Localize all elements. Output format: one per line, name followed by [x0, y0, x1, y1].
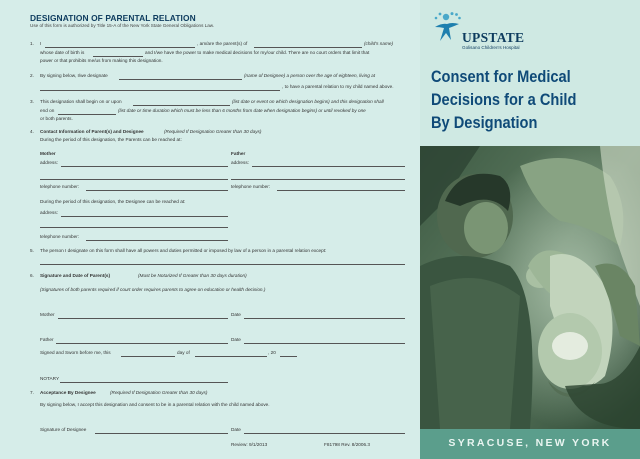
- cover-title-line-1: Consent for Medical: [431, 67, 571, 86]
- section-2-text-b: (name of Designee) a person over the age of eighteen, living at: [244, 73, 376, 78]
- father-telephone-label: telephone number:: [231, 184, 271, 189]
- section-5-number: 5.: [30, 248, 34, 253]
- parent-name-line[interactable]: [45, 47, 195, 48]
- designee-name-line[interactable]: [119, 79, 242, 80]
- mother-signature-line[interactable]: [58, 318, 228, 319]
- upstate-logo: [432, 10, 632, 55]
- section-6-note: (Must be Notarized If Greater than 30 days duration): [138, 273, 247, 278]
- section-1-number: 1.: [30, 41, 34, 46]
- designee-address-label: address:: [40, 210, 58, 215]
- end-date-line[interactable]: [58, 114, 116, 115]
- section-4-number: 4.: [30, 129, 34, 134]
- section-4-intro: During the period of this designation, the Parents can be reached at:: [40, 137, 182, 142]
- designee-address-line-1[interactable]: [61, 216, 228, 217]
- mother-address-line-1[interactable]: [61, 166, 228, 167]
- notary-line[interactable]: [60, 382, 228, 383]
- father-label: Father: [231, 151, 246, 156]
- sworn-text-c: , 20: [268, 350, 276, 355]
- section-3-text-b: (list date or event on which designation begins) and this designation shall: [232, 99, 384, 104]
- brand-subtitle: Golisano Children's Hospital: [462, 45, 520, 50]
- section-6-heading: Signature and Date of Parent(s): [40, 273, 111, 278]
- father-date-label: Date: [231, 337, 241, 342]
- sworn-text-b: day of: [177, 350, 190, 355]
- designee-date-line[interactable]: [244, 433, 405, 434]
- designee-date-label: Date: [231, 427, 241, 432]
- section-7-number: 7.: [30, 390, 34, 395]
- section-3-text-a: This designation shall begin on or upon: [40, 99, 122, 104]
- father-telephone-line[interactable]: [277, 190, 405, 191]
- section-3-text-c: end on: [40, 108, 55, 113]
- section-6-number: 6.: [30, 273, 34, 278]
- mother-address-line-2[interactable]: [40, 179, 228, 180]
- section-3-number: 3.: [30, 99, 34, 104]
- begin-date-line[interactable]: [133, 105, 230, 106]
- sworn-month-line[interactable]: [195, 356, 267, 357]
- city-label: SYRACUSE, NEW YORK: [448, 437, 612, 449]
- cover-title-line-3: By Designation: [431, 113, 538, 132]
- father-address-line-1[interactable]: [252, 166, 405, 167]
- mother-address-label: address:: [40, 160, 58, 165]
- child-name-hint: (child's name): [364, 41, 394, 46]
- section-2-text-c: , to have a parental relation to my child named above.: [282, 84, 394, 89]
- section-1-text-d: whose date of birth is: [40, 50, 85, 55]
- father-address-label: address:: [231, 160, 249, 165]
- star-figure-icon: [432, 10, 462, 46]
- section-5-text: The person I designate on this form shall have all powers and duties permitted or imposed by law of a person in a parental relation except:: [40, 248, 327, 253]
- section-7-text: By signing below, I accept this designation and consent to be in a parental relation with the child named above.: [40, 402, 270, 407]
- section-2-number: 2.: [30, 73, 34, 78]
- designee-telephone-label: telephone number:: [40, 234, 80, 239]
- form-title: DESIGNATION OF PARENTAL RELATION: [30, 13, 196, 23]
- brand-name: UPSTATE: [462, 30, 525, 45]
- cover-title-line-2: Decisions for a Child: [431, 90, 577, 109]
- father-signature-line[interactable]: [56, 343, 228, 344]
- mother-signature-label: Mother: [40, 312, 55, 317]
- city-band: [420, 429, 640, 459]
- child-name-line[interactable]: [254, 47, 362, 48]
- form-number: F81798 Rev. 8/2006.3: [324, 442, 371, 447]
- mother-label: Mother: [40, 151, 56, 156]
- exceptions-line[interactable]: [40, 264, 405, 265]
- section-7-heading: Acceptance By Designee: [40, 390, 96, 395]
- parent-child-photo: [420, 146, 640, 429]
- mother-telephone-line[interactable]: [86, 190, 228, 191]
- designee-telephone-line[interactable]: [86, 240, 228, 241]
- section-1-text-b: , am/are the parent(s) of: [197, 41, 248, 46]
- mother-date-label: Date: [231, 312, 241, 317]
- section-2-text-a: By signing below, I/we designate: [40, 73, 108, 78]
- section-1-text-e: and I/we have the power to make medical decisions for my/our child. There are no court orders that limit that: [145, 50, 370, 55]
- review-date: Review: 9/1/2013: [231, 442, 268, 447]
- designee-signature-label: Signature of Designee: [40, 427, 87, 432]
- birth-date-line[interactable]: [93, 56, 143, 57]
- designee-contact-intro: During the period of this designation, the Designee can be reached at:: [40, 199, 186, 204]
- section-4-heading: Contact Information of Parent(s) and Designee: [40, 129, 144, 134]
- father-date-line[interactable]: [244, 343, 405, 344]
- form-authority-note: Use of this form is authorized by Title 15-A of the New York State General Obligations Law.: [30, 23, 215, 28]
- section-1-text-f: power or that prohibits me/us from making this designation.: [40, 58, 163, 63]
- section-1-text-a: I: [40, 41, 42, 46]
- section-7-requirement: (Required If Designation Greater than 30 days): [110, 390, 208, 395]
- mother-date-line[interactable]: [244, 318, 405, 319]
- section-6-subnote: (Signatures of both parents required if court order requires parents to agree on education or health decision.): [40, 287, 266, 292]
- notary-label: NOTARY: [40, 376, 60, 381]
- designee-address-line-2[interactable]: [40, 227, 228, 228]
- father-address-line-2[interactable]: [231, 179, 405, 180]
- sworn-text-a: Signed and Sworn before me, this: [40, 350, 111, 355]
- section-3-text-e: or both parents.: [40, 116, 73, 121]
- designee-address-line[interactable]: [40, 90, 280, 91]
- mother-telephone-label: telephone number:: [40, 184, 80, 189]
- cover-panel: [420, 0, 640, 459]
- father-signature-label: Father: [40, 337, 54, 342]
- designee-signature-line[interactable]: [95, 433, 228, 434]
- sworn-day-line[interactable]: [121, 356, 175, 357]
- section-3-text-d: (list date or time duration which must be less than 6 months from date when designation begins) or until revoked by one: [118, 108, 366, 113]
- sworn-year-line[interactable]: [280, 356, 297, 357]
- section-4-requirement: (Required If Designation Greater than 30 days): [164, 129, 262, 134]
